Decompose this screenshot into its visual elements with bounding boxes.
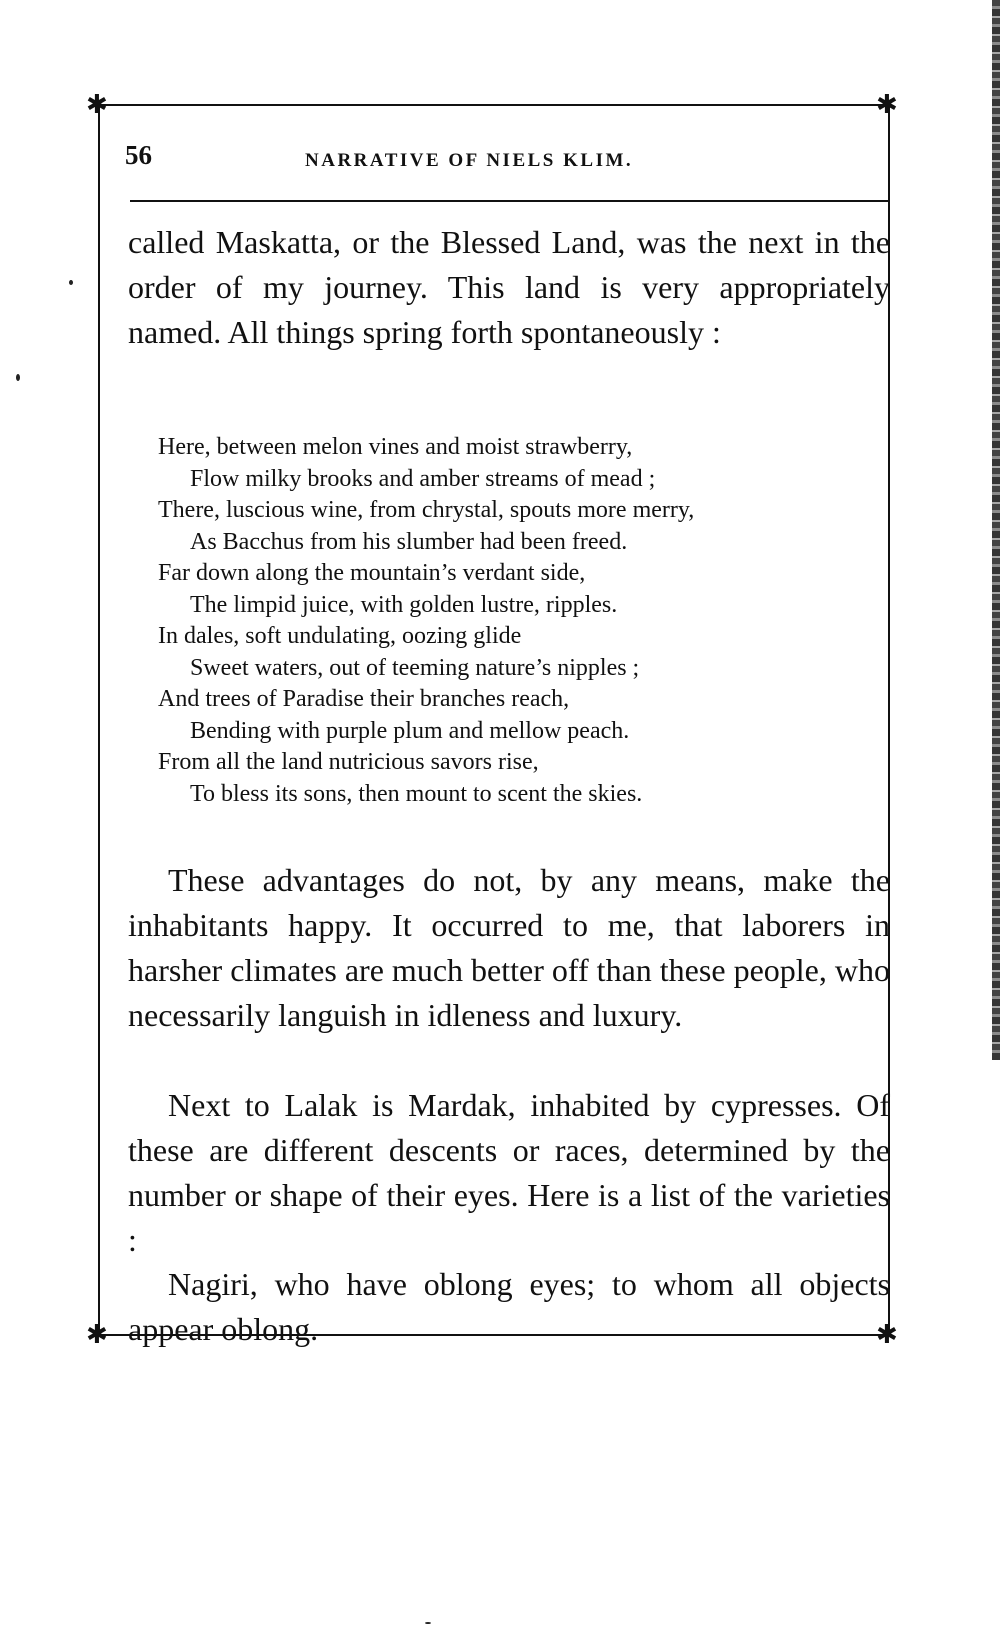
running-head: NARRATIVE OF NIELS KLIM. — [305, 150, 634, 171]
poem-line: There, luscious wine, from chrystal, spouts more merry, — [158, 497, 695, 523]
poem-line: Here, between melon vines and moist strawberry, — [158, 434, 633, 460]
scan-speck — [425, 1622, 431, 1624]
poem-line: To bless its sons, then mount to scent the skies. — [190, 780, 643, 807]
poem-line: Flow milky brooks and amber streams of mead ; — [190, 465, 656, 492]
page-edge-shadow — [992, 0, 1000, 1060]
paragraph-advantages: These advantages do not, by any means, make the inhabitants happy. It occurred to me, that laborers in harsher climates are much better off than these people, who necessarily languish in idleness and luxury. — [128, 862, 890, 1033]
corner-ornament-icon: ✱ — [86, 1320, 108, 1350]
corner-ornament-icon: ✱ — [86, 90, 108, 120]
poem-line: As Bacchus from his slumber had been freed. — [190, 528, 628, 555]
poem-line: And trees of Paradise their branches reach, — [158, 686, 570, 712]
frame-left-rule — [98, 104, 100, 1336]
poem-line: From all the land nutricious savors rise, — [158, 749, 539, 775]
poem-line: Bending with purple plum and mellow peach. — [190, 717, 630, 744]
page-number: 56 — [125, 140, 152, 170]
frame-top-rule — [98, 104, 888, 106]
poem-line: The limpid juice, with golden lustre, ripples. — [190, 591, 618, 618]
paragraph-mardak: Next to Lalak is Mardak, inhabited by cypresses. Of these are different descents or races, determined by the number or shape of their eyes. Here is a list of the varieties : — [128, 1087, 890, 1258]
poem-line: Sweet waters, out of teeming nature’s nipples ; — [190, 654, 640, 681]
paragraph-nagiri: Nagiri, who have oblong eyes; to whom all objects appear oblong. — [128, 1266, 890, 1347]
corner-ornament-icon: ✱ — [876, 1320, 898, 1350]
scan-speck — [69, 280, 73, 285]
header-rule — [130, 200, 888, 202]
poem-line: Far down along the mountain’s verdant side, — [158, 560, 586, 586]
corner-ornament-icon: ✱ — [876, 90, 898, 120]
poem-line: In dales, soft undulating, oozing glide — [158, 623, 522, 649]
paragraph-maskatta: called Maskatta, or the Blessed Land, was the next in the order of my journey. This land is very appropriately named. All things spring forth spontaneously : — [128, 224, 890, 350]
poem-block — [158, 432, 898, 810]
scan-speck — [16, 374, 20, 381]
